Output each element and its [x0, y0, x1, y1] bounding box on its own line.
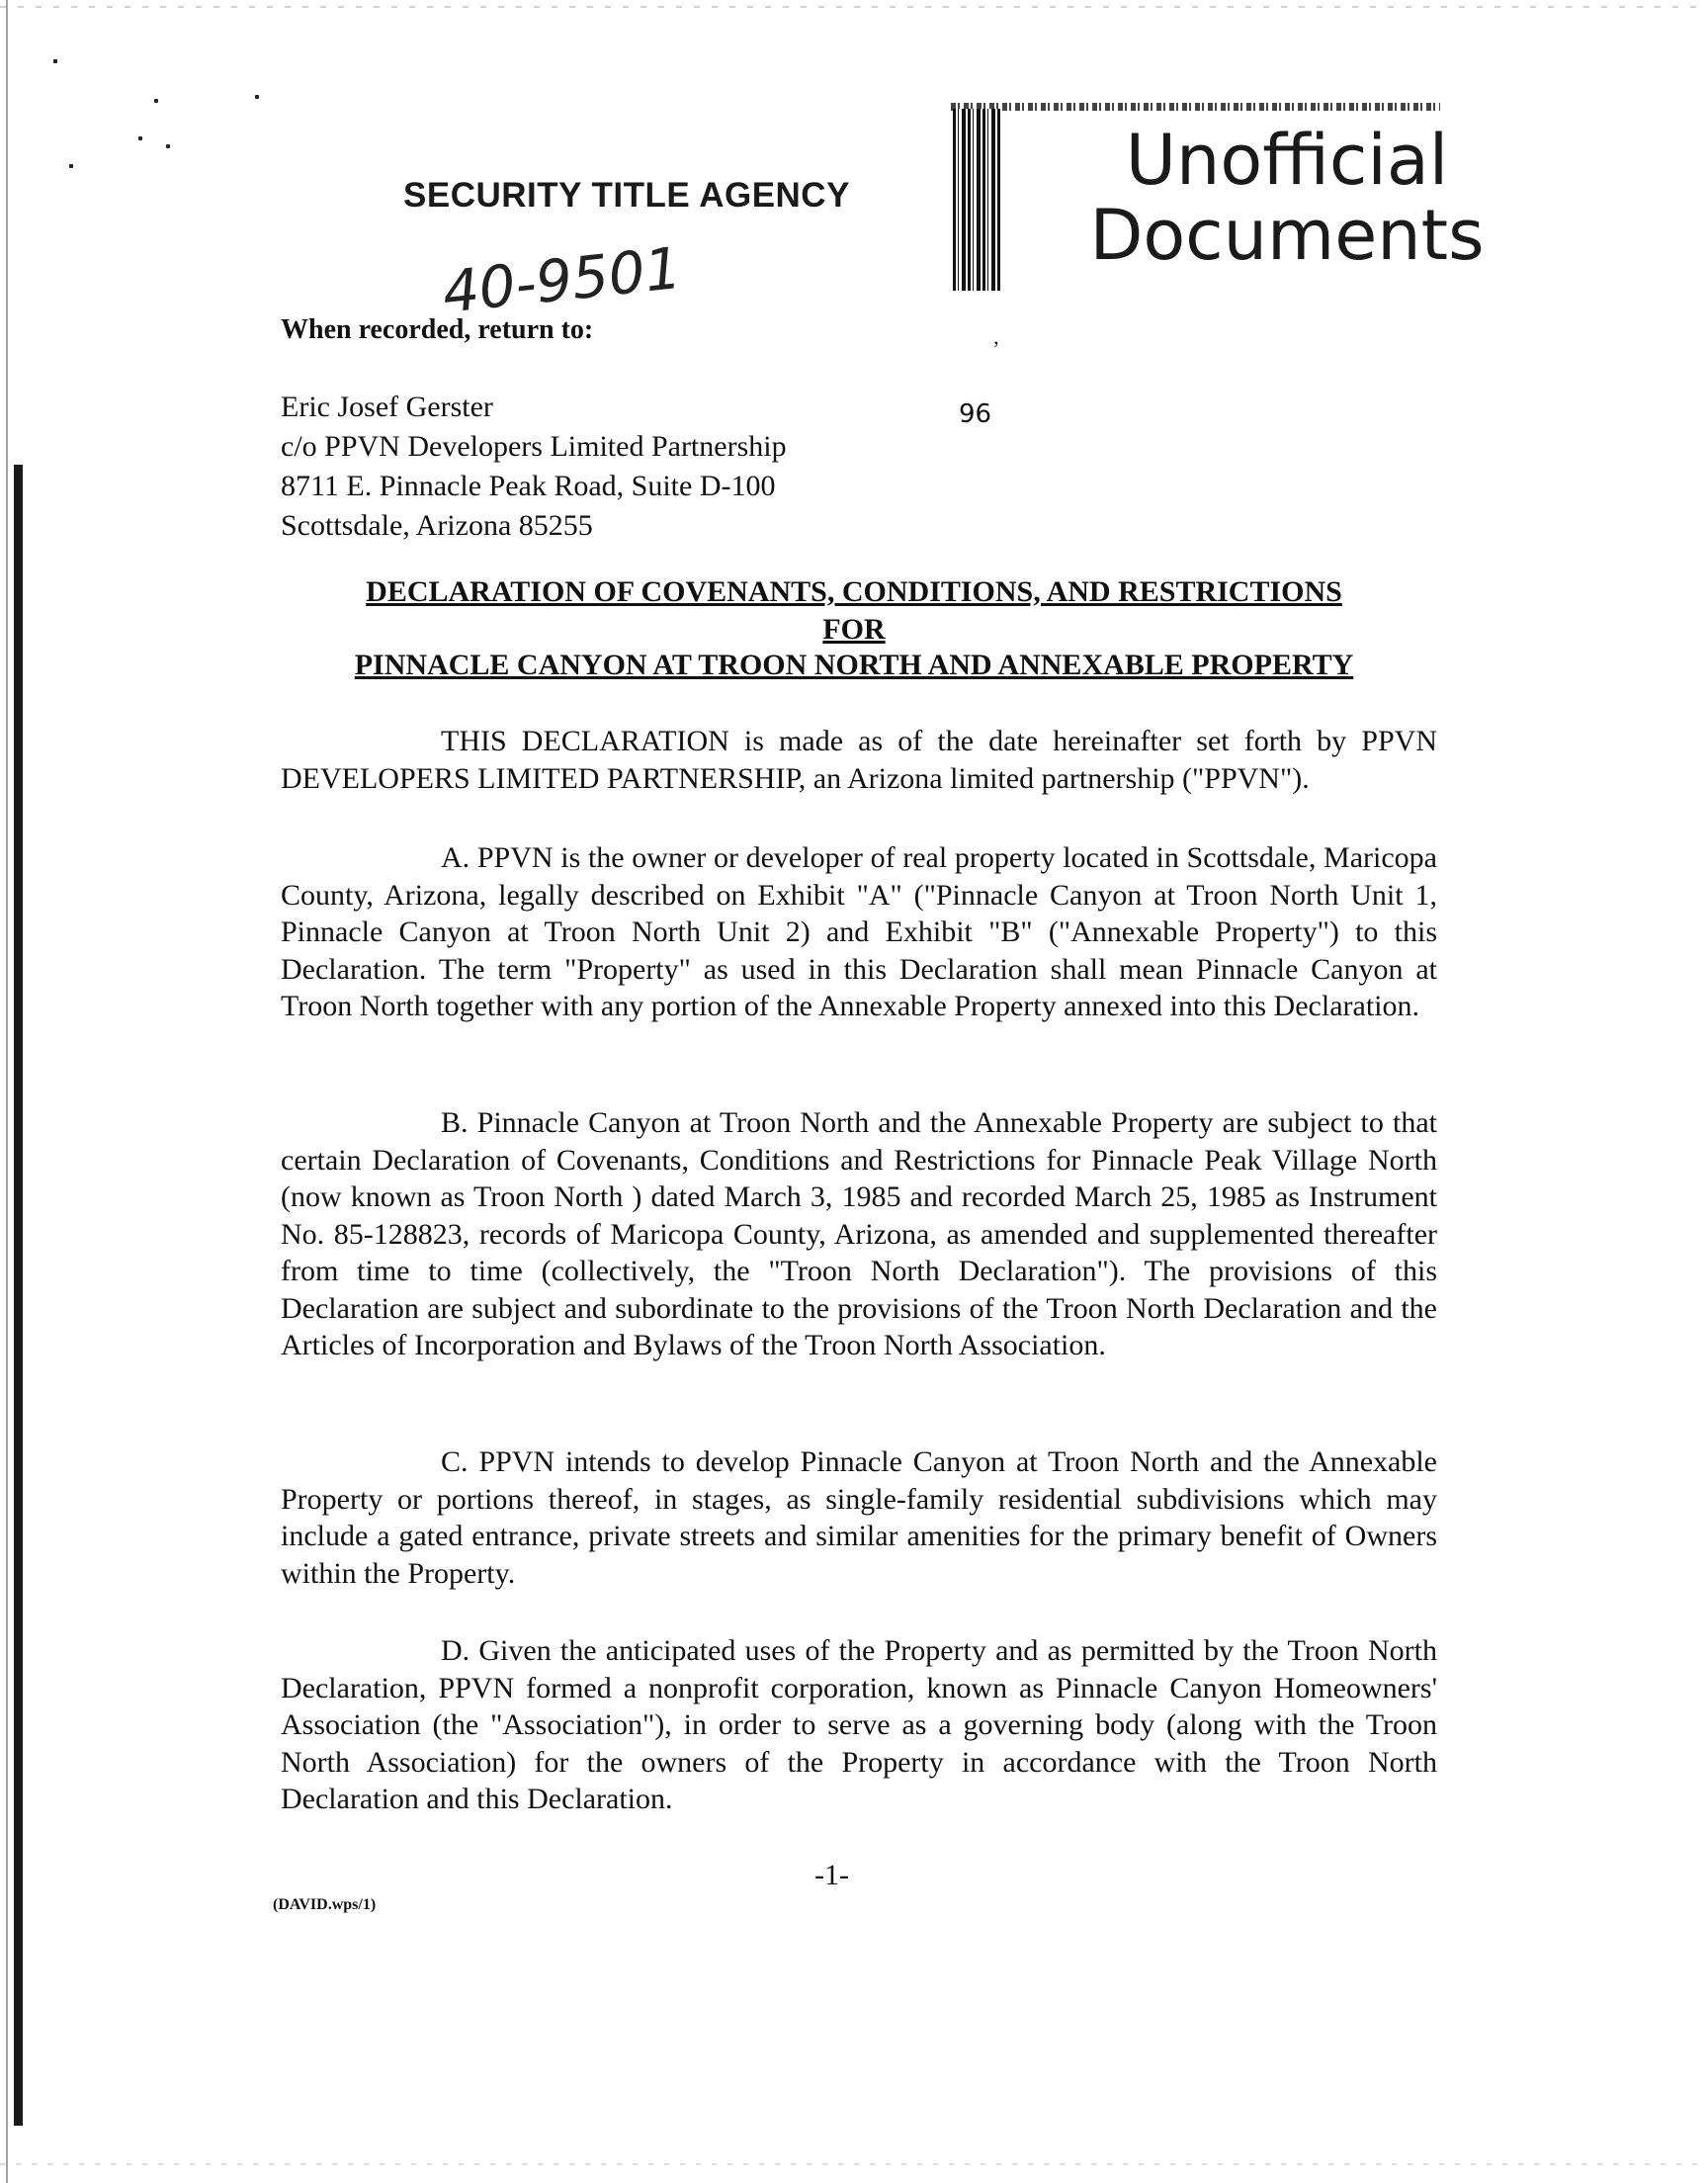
document-title-line-2: FOR — [822, 613, 886, 646]
scan-speck — [154, 99, 158, 103]
scan-noise-bottom — [0, 2163, 1708, 2165]
scan-speck — [255, 95, 259, 99]
handwritten-file-number: 40-9501 — [439, 233, 685, 326]
address-line: c/o PPVN Developers Limited Partnership — [281, 430, 787, 463]
agency-name: SECURITY TITLE AGENCY — [403, 176, 850, 215]
scan-edge-bar — [14, 465, 23, 2126]
recording-barcode — [953, 109, 1000, 291]
intro-paragraph: THIS DECLARATION is made as of the date hereinafter set forth by PPVN DEVELOPERS LIMITED PARTNERSHIP, an Arizona limited partnership ("PPVN"). — [281, 725, 1437, 795]
recital-b-paragraph: B. Pinnacle Canyon at Troon North and the Annexable Property are subject to that certain Declaration of Covenants, Conditions and Restrictions for Pinnacle Peak Village North (now known as Troon North ) dated March 3, 1985 and recorded March 25, 1985 as Instrument No. 85-128823, records of Maricopa County, Arizona, as amended and supplemented thereafter from time to time (collectively, the "Troon North Declaration"). The provisions of this Declaration are subject and subordinate to the provisions of the Troon North Declaration and the Articles of Incorporation and Bylaws of the Troon North Association. — [281, 1106, 1437, 1361]
page-code: 96 — [959, 399, 992, 429]
address-line: 8711 E. Pinnacle Peak Road, Suite D-100 — [281, 470, 776, 502]
document-title-line-1: DECLARATION OF COVENANTS, CONDITIONS, AND RESTRICTIONS — [366, 575, 1342, 608]
recording-barcode-strip — [951, 103, 1440, 111]
scan-speck — [69, 164, 73, 168]
return-instruction: When recorded, return to: — [281, 314, 594, 345]
scan-speck — [138, 136, 142, 140]
scan-edge-line — [6, 0, 8, 2183]
unofficial-documents-stamp — [1089, 120, 1485, 276]
scan-mark: ’ — [992, 336, 1000, 361]
page-number: -1- — [814, 1859, 849, 1891]
recital-d-paragraph: D. Given the anticipated uses of the Property and as permitted by the Troon North Declaration, PPVN formed a nonprofit corporation, known as Pinnacle Canyon Homeowners' Association (the "Association"), in order to serve as a governing body (along with the Troon North Association) for the owners of the Property in accordance with the Troon North Declaration and this Declaration. — [281, 1634, 1437, 1815]
recital-c-paragraph: C. PPVN intends to develop Pinnacle Canyon at Troon North and the Annexable Property or portions thereof, in stages, as single-family residential subdivisions which may include a gated entrance, private streets and similar amenities for the primary benefit of Owners within the Property. — [281, 1445, 1437, 1590]
address-line: Eric Josef Gerster — [281, 391, 493, 423]
document-code: (DAVID.wps/1) — [273, 1896, 377, 1913]
scan-speck — [53, 59, 57, 63]
stamp-line-1: Unofficial — [1125, 120, 1449, 201]
document-title-line-3: PINNACLE CANYON AT TROON NORTH AND ANNEXABLE PROPERTY — [354, 649, 1354, 681]
scan-speck — [166, 144, 170, 148]
scan-noise-top — [0, 6, 1708, 8]
return-address — [281, 388, 787, 546]
stamp-line-2: Documents — [1089, 195, 1485, 276]
address-line: Scottsdale, Arizona 85255 — [281, 509, 593, 542]
recital-a-paragraph: A. PPVN is the owner or developer of real property located in Scottsdale, Maricopa County, Arizona, legally described on Exhibit "A" ("Pinnacle Canyon at Troon North Unit 1, Pinnacle Canyon at Troon North Unit 2) and Exhibit "B" ("Annexable Property") to this Declaration. The term "Property" as used in this Declaration shall mean Pinnacle Canyon at Troon North together with any portion of the Annexable Property annexed into this Declaration. — [281, 841, 1437, 1022]
